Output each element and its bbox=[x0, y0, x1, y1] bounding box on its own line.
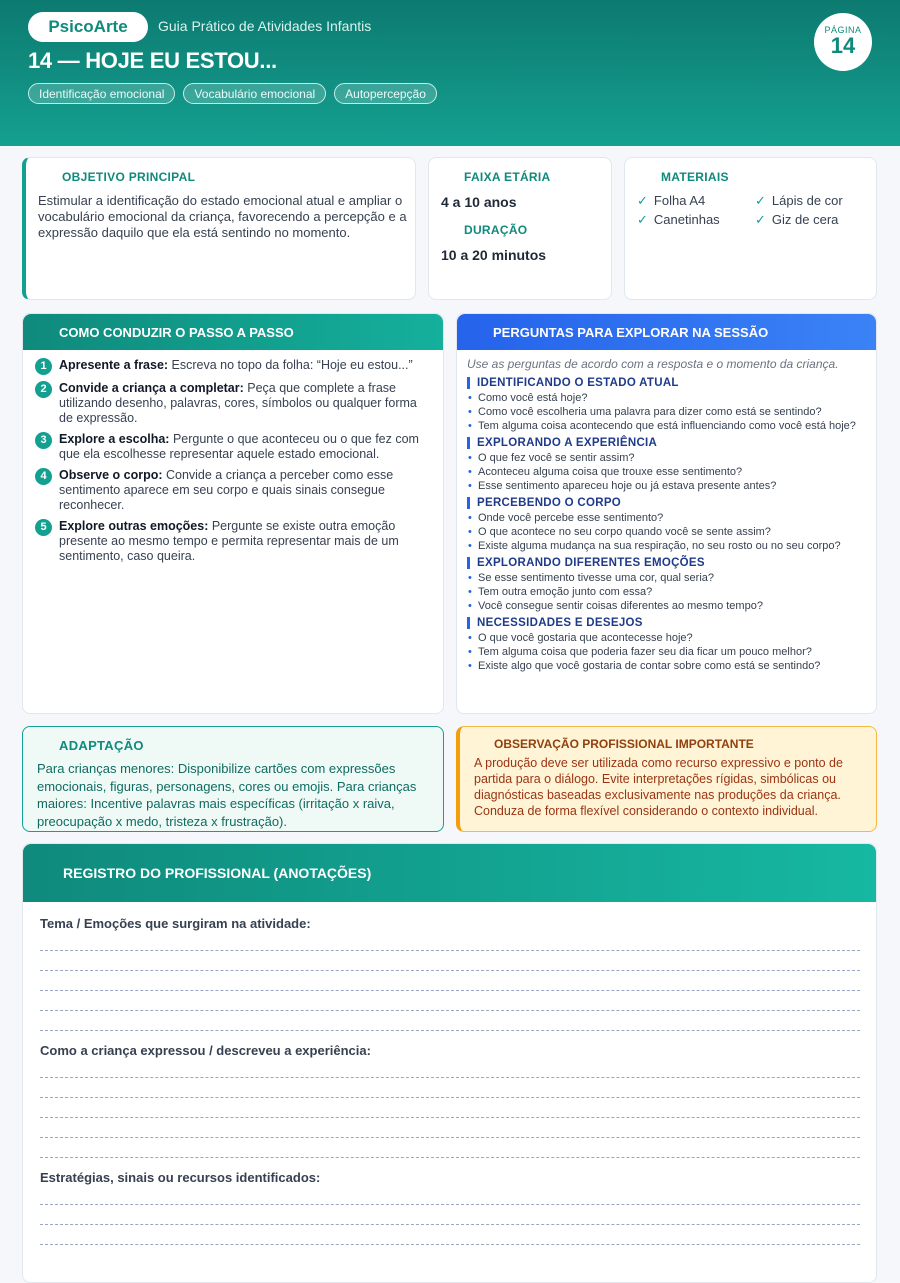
observation-label: OBSERVAÇÃO PROFISSIONAL IMPORTANTE bbox=[494, 737, 754, 751]
register-field-label: Como a criança expressou / descreveu a experiência: bbox=[40, 1043, 371, 1058]
question-item: • Esse sentimento apareceu hoje ou já estava presente antes? bbox=[467, 479, 866, 493]
steps-card bbox=[22, 313, 444, 714]
question-group: EXPLORANDO A EXPERIÊNCIA • O que fez você se sentir assim? • Aconteceu alguma coisa que trouxe esse sentimento? • Esse sentimento apareceu hoje ou já estava presente antes? bbox=[467, 437, 866, 493]
question-item: • Tem alguma coisa acontecendo que está influenciando como você está hoje? bbox=[467, 419, 866, 433]
question-item: • Existe algo que você gostaria de contar sobre como está se sentindo? bbox=[467, 659, 866, 673]
age-label: FAIXA ETÁRIA bbox=[464, 170, 551, 184]
question-item: • Se esse sentimento tivesse uma cor, qual seria? bbox=[467, 571, 866, 585]
objective-label: OBJETIVO PRINCIPAL bbox=[62, 170, 196, 184]
question-item: • Aconteceu alguma coisa que trouxe esse sentimento? bbox=[467, 465, 866, 479]
material-item: ✓ Canetinhas bbox=[637, 212, 720, 227]
step-item: 2 Convide a criança a completar: Peça que complete a frase utilizando desenho, palavras, cores, símbolos ou qualquer forma de expressão. bbox=[35, 381, 431, 426]
page-header bbox=[0, 0, 900, 146]
check-icon: ✓ bbox=[755, 193, 766, 208]
questions-card bbox=[456, 313, 877, 714]
adaptation-card bbox=[22, 726, 444, 832]
check-icon: ✓ bbox=[637, 193, 648, 208]
step-item: 3 Explore a escolha: Pergunte o que aconteceu ou o que fez com que ela escolhesse representar aquele estado emocional. bbox=[35, 432, 431, 462]
age-value: 4 a 10 anos bbox=[441, 194, 517, 210]
question-item: • Onde você percebe esse sentimento? bbox=[467, 511, 866, 525]
question-item: • Como você está hoje? bbox=[467, 391, 866, 405]
register-fields bbox=[23, 902, 876, 1245]
register-title: REGISTRO DO PROFISSIONAL (ANOTAÇÕES) bbox=[23, 844, 876, 902]
question-group: IDENTIFICANDO O ESTADO ATUAL • Como você está hoje? • Como você escolheria uma palavra para dizer como está se sentindo? • Tem alguma coisa acontecendo que está influenciando como você está hoje? bbox=[467, 377, 866, 433]
question-group: EXPLORANDO DIFERENTES EMOÇÕES • Se esse sentimento tivesse uma cor, qual seria? • Tem outra emoção junto com essa? • Você consegue sentir coisas diferentes ao mesmo tempo? bbox=[467, 557, 866, 613]
materials-label: MATERIAIS bbox=[661, 170, 729, 184]
step-item: 4 Observe o corpo: Convide a criança a perceber como esse sentimento aparece em seu corpo e quais sinais consegue reconhecer. bbox=[35, 468, 431, 513]
question-item: • O que você gostaria que acontecesse hoje? bbox=[467, 631, 866, 645]
adaptation-text: Para crianças menores: Disponibilize cartões com expressões emocionais, figuras, personagens, cores ou emojis. Para crianças maiores: Incentive palavras mais específicas (irritação x raiva, preocupação x medo, tristeza x frustração). bbox=[37, 761, 417, 829]
question-group: PERCEBENDO O CORPO • Onde você percebe esse sentimento? • O que acontece no seu corpo quando você se sente assim? • Existe alguma mudança na sua respiração, no seu rosto ou no seu corpo? bbox=[467, 497, 866, 553]
material-item: ✓ Giz de cera bbox=[755, 212, 839, 227]
age-card bbox=[428, 157, 612, 300]
tag: Vocabulário emocional bbox=[183, 83, 326, 104]
note-lines[interactable] bbox=[40, 1077, 860, 1158]
question-item: • Você consegue sentir coisas diferentes ao mesmo tempo? bbox=[467, 599, 866, 613]
step-item: 5 Explore outras emoções: Pergunte se existe outra emoção presente ao mesmo tempo e permita representar mais de um sentimento, caso queira. bbox=[35, 519, 431, 564]
question-item: • O que fez você se sentir assim? bbox=[467, 451, 866, 465]
check-icon: ✓ bbox=[755, 212, 766, 227]
question-item: • Tem outra emoção junto com essa? bbox=[467, 585, 866, 599]
question-item: • O que acontece no seu corpo quando você se sente assim? bbox=[467, 525, 866, 539]
question-group: NECESSIDADES E DESEJOS • O que você gostaria que acontecesse hoje? • Tem alguma coisa que poderia fazer seu dia ficar um pouco melhor? • Existe algo que você gostaria de contar sobre como está se sentindo? bbox=[467, 617, 866, 673]
tag: Autopercepção bbox=[334, 83, 437, 104]
duration-label: DURAÇÃO bbox=[464, 223, 528, 237]
page-label: PÁGINA bbox=[824, 25, 862, 35]
page-number: 14 bbox=[830, 33, 856, 58]
note-lines[interactable] bbox=[40, 950, 860, 1031]
guide-subtitle: Guia Prático de Atividades Infantis bbox=[158, 18, 372, 34]
step-item: 1 Apresente a frase: Escreva no topo da folha: “Hoje eu estou...” bbox=[35, 358, 431, 375]
page-badge bbox=[814, 13, 872, 71]
note-lines[interactable] bbox=[40, 1204, 860, 1245]
check-icon: ✓ bbox=[637, 212, 648, 227]
step-list bbox=[23, 350, 443, 564]
page-title: 14 — HOJE EU ESTOU... bbox=[28, 48, 277, 73]
question-item: • Tem alguma coisa que poderia fazer seu dia ficar um pouco melhor? bbox=[467, 645, 866, 659]
register-field-label: Estratégias, sinais ou recursos identificados: bbox=[40, 1170, 321, 1185]
duration-value: 10 a 20 minutos bbox=[441, 247, 547, 263]
material-item: ✓ Lápis de cor bbox=[755, 193, 843, 208]
question-item: • Existe alguma mudança na sua respiração, no seu rosto ou no seu corpo? bbox=[467, 539, 866, 553]
observation-card bbox=[456, 726, 877, 832]
materials-card bbox=[624, 157, 877, 300]
register-field-label: Tema / Emoções que surgiram na atividade: bbox=[40, 916, 311, 931]
objective-card bbox=[22, 157, 416, 300]
tag-list bbox=[28, 83, 437, 104]
tag: Identificação emocional bbox=[28, 83, 175, 104]
adaptation-label: ADAPTAÇÃO bbox=[59, 738, 144, 753]
register-card bbox=[22, 843, 877, 1283]
questions-title: PERGUNTAS PARA EXPLORAR NA SESSÃO bbox=[457, 314, 876, 350]
brand-logo: PsicoArte bbox=[28, 12, 148, 42]
observation-text: A produção deve ser utilizada como recurso expressivo e ponto de partida para o diálogo. Evite interpretações rígidas, simbólicas ou diagnósticas baseadas exclusivamente nas produções da criança. Conduza de forma flexível considerando o contexto individual. bbox=[474, 756, 843, 818]
objective-text: Estimular a identificação do estado emocional atual e ampliar o vocabulário emocional da criança, favorecendo a percepção e a expressão daquilo que ela está sentindo no momento. bbox=[38, 193, 407, 240]
steps-title: COMO CONDUZIR O PASSO A PASSO bbox=[23, 314, 443, 350]
questions-intro: Use as perguntas de acordo com a resposta e o momento da criança. bbox=[467, 357, 839, 371]
question-item: • Como você escolheria uma palavra para dizer como está se sentindo? bbox=[467, 405, 866, 419]
material-item: ✓ Folha A4 bbox=[637, 193, 706, 208]
